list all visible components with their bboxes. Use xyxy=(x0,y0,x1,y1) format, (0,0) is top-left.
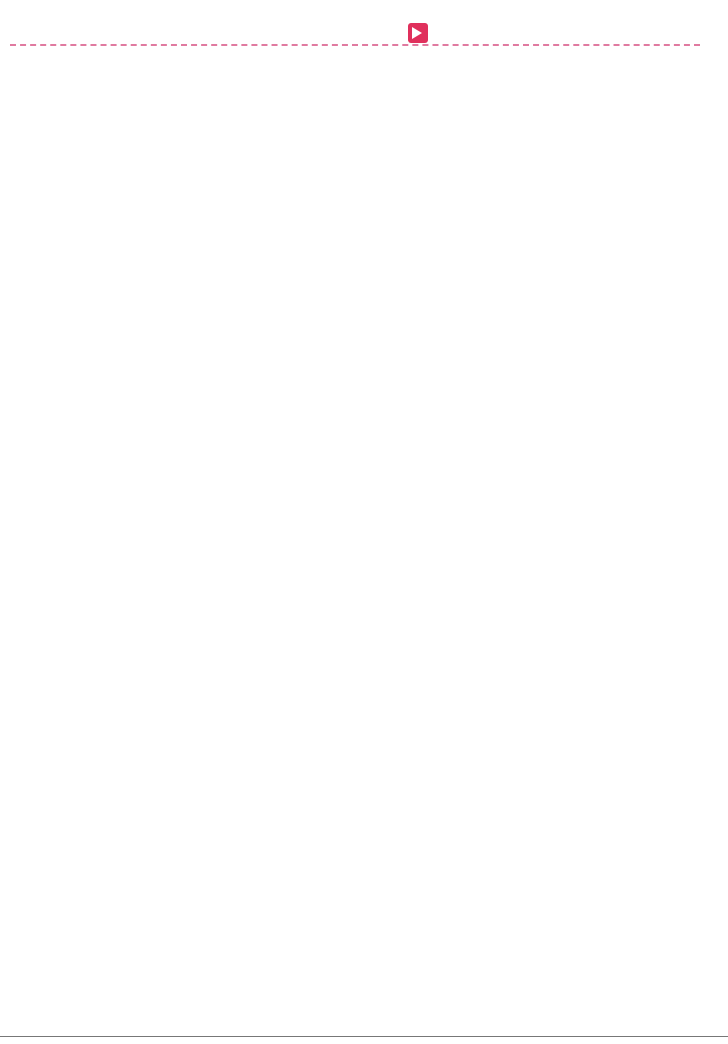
page-header xyxy=(0,0,728,50)
bottom-rule xyxy=(0,1036,728,1037)
header-dashed-divider xyxy=(10,44,700,46)
header-title xyxy=(408,20,432,46)
arrow-right-icon xyxy=(408,23,428,43)
